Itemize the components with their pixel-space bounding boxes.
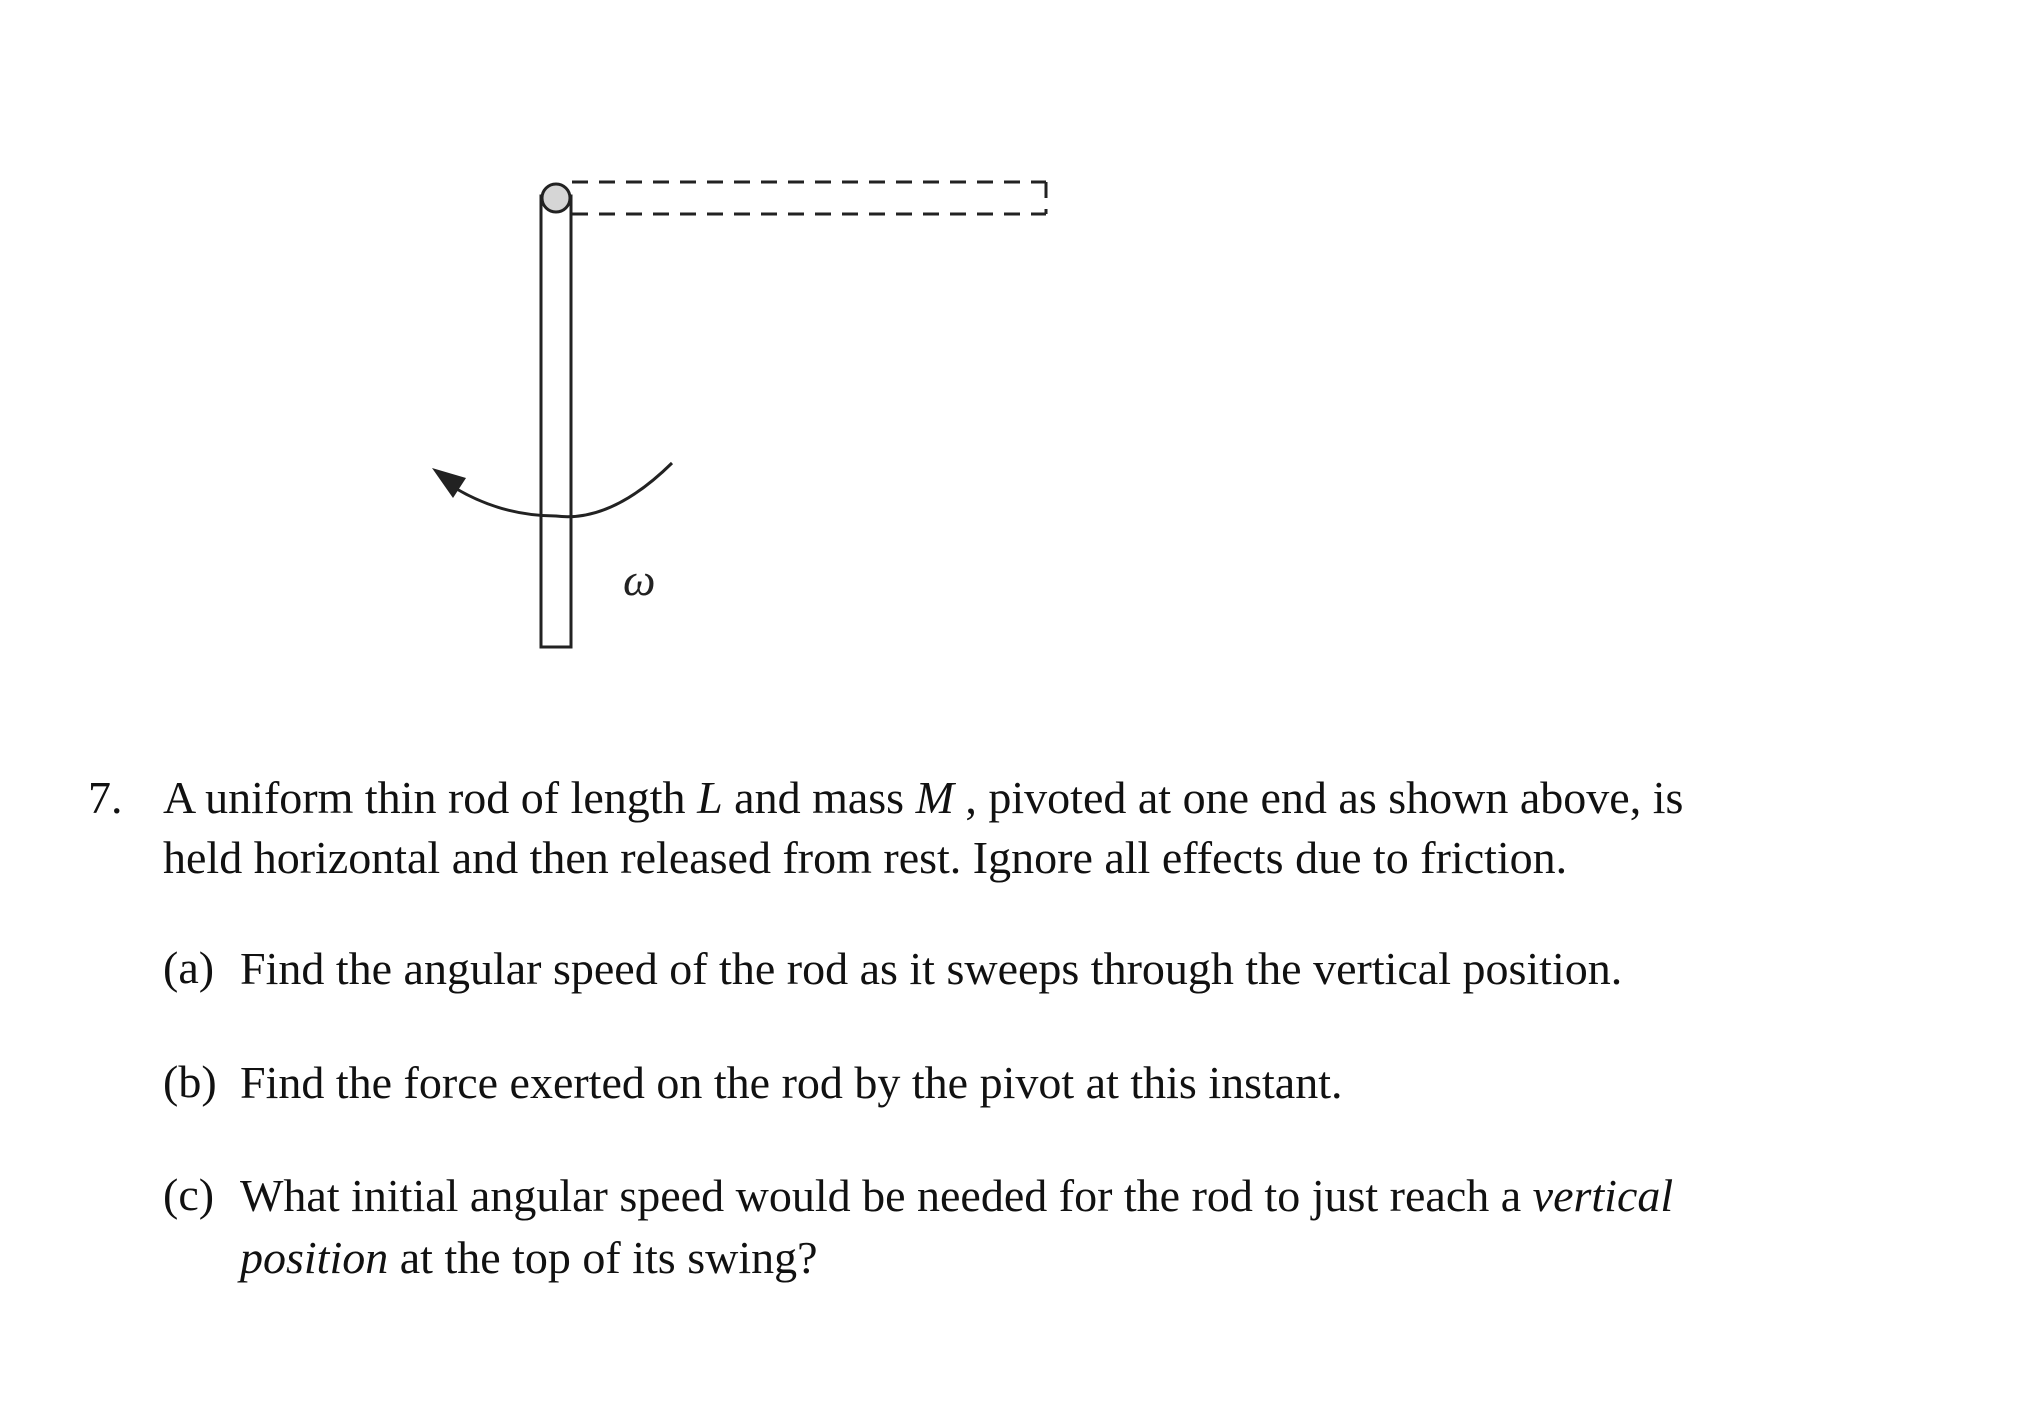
- part-a-label: (a): [163, 942, 215, 993]
- variable-L: L: [697, 772, 723, 823]
- part-c-text: [240, 1165, 1673, 1289]
- stem-line-1: A uniform thin rod of length L and mass M , pivoted at one end as shown above, is: [163, 772, 1684, 823]
- part-c-line-1: What initial angular speed would be needed for the rod to just reach a vertical: [240, 1170, 1674, 1221]
- stem-line-2: held horizontal and then released from rest. Ignore all effects due to friction.: [163, 832, 1568, 883]
- part-c-label: (c): [163, 1169, 215, 1220]
- part-a-text: Find the angular speed of the rod as it sweeps through the vertical position.: [240, 943, 1623, 994]
- part-b-label: (b): [163, 1056, 217, 1107]
- horizontal-rod-outline: [572, 182, 1046, 214]
- arrow-head-icon: [432, 468, 466, 498]
- part-b-text: Find the force exerted on the rod by the pivot at this instant.: [240, 1057, 1343, 1108]
- omega-label: ω: [623, 554, 656, 605]
- variable-M: M: [915, 772, 954, 823]
- question-stem: [163, 768, 1683, 888]
- pivot-icon: [542, 184, 570, 212]
- question-number: 7.: [88, 772, 123, 823]
- rotation-arrow-arc: [455, 463, 672, 517]
- part-c-line-2: position at the top of its swing?: [240, 1232, 818, 1283]
- vertical-rod: [541, 196, 571, 647]
